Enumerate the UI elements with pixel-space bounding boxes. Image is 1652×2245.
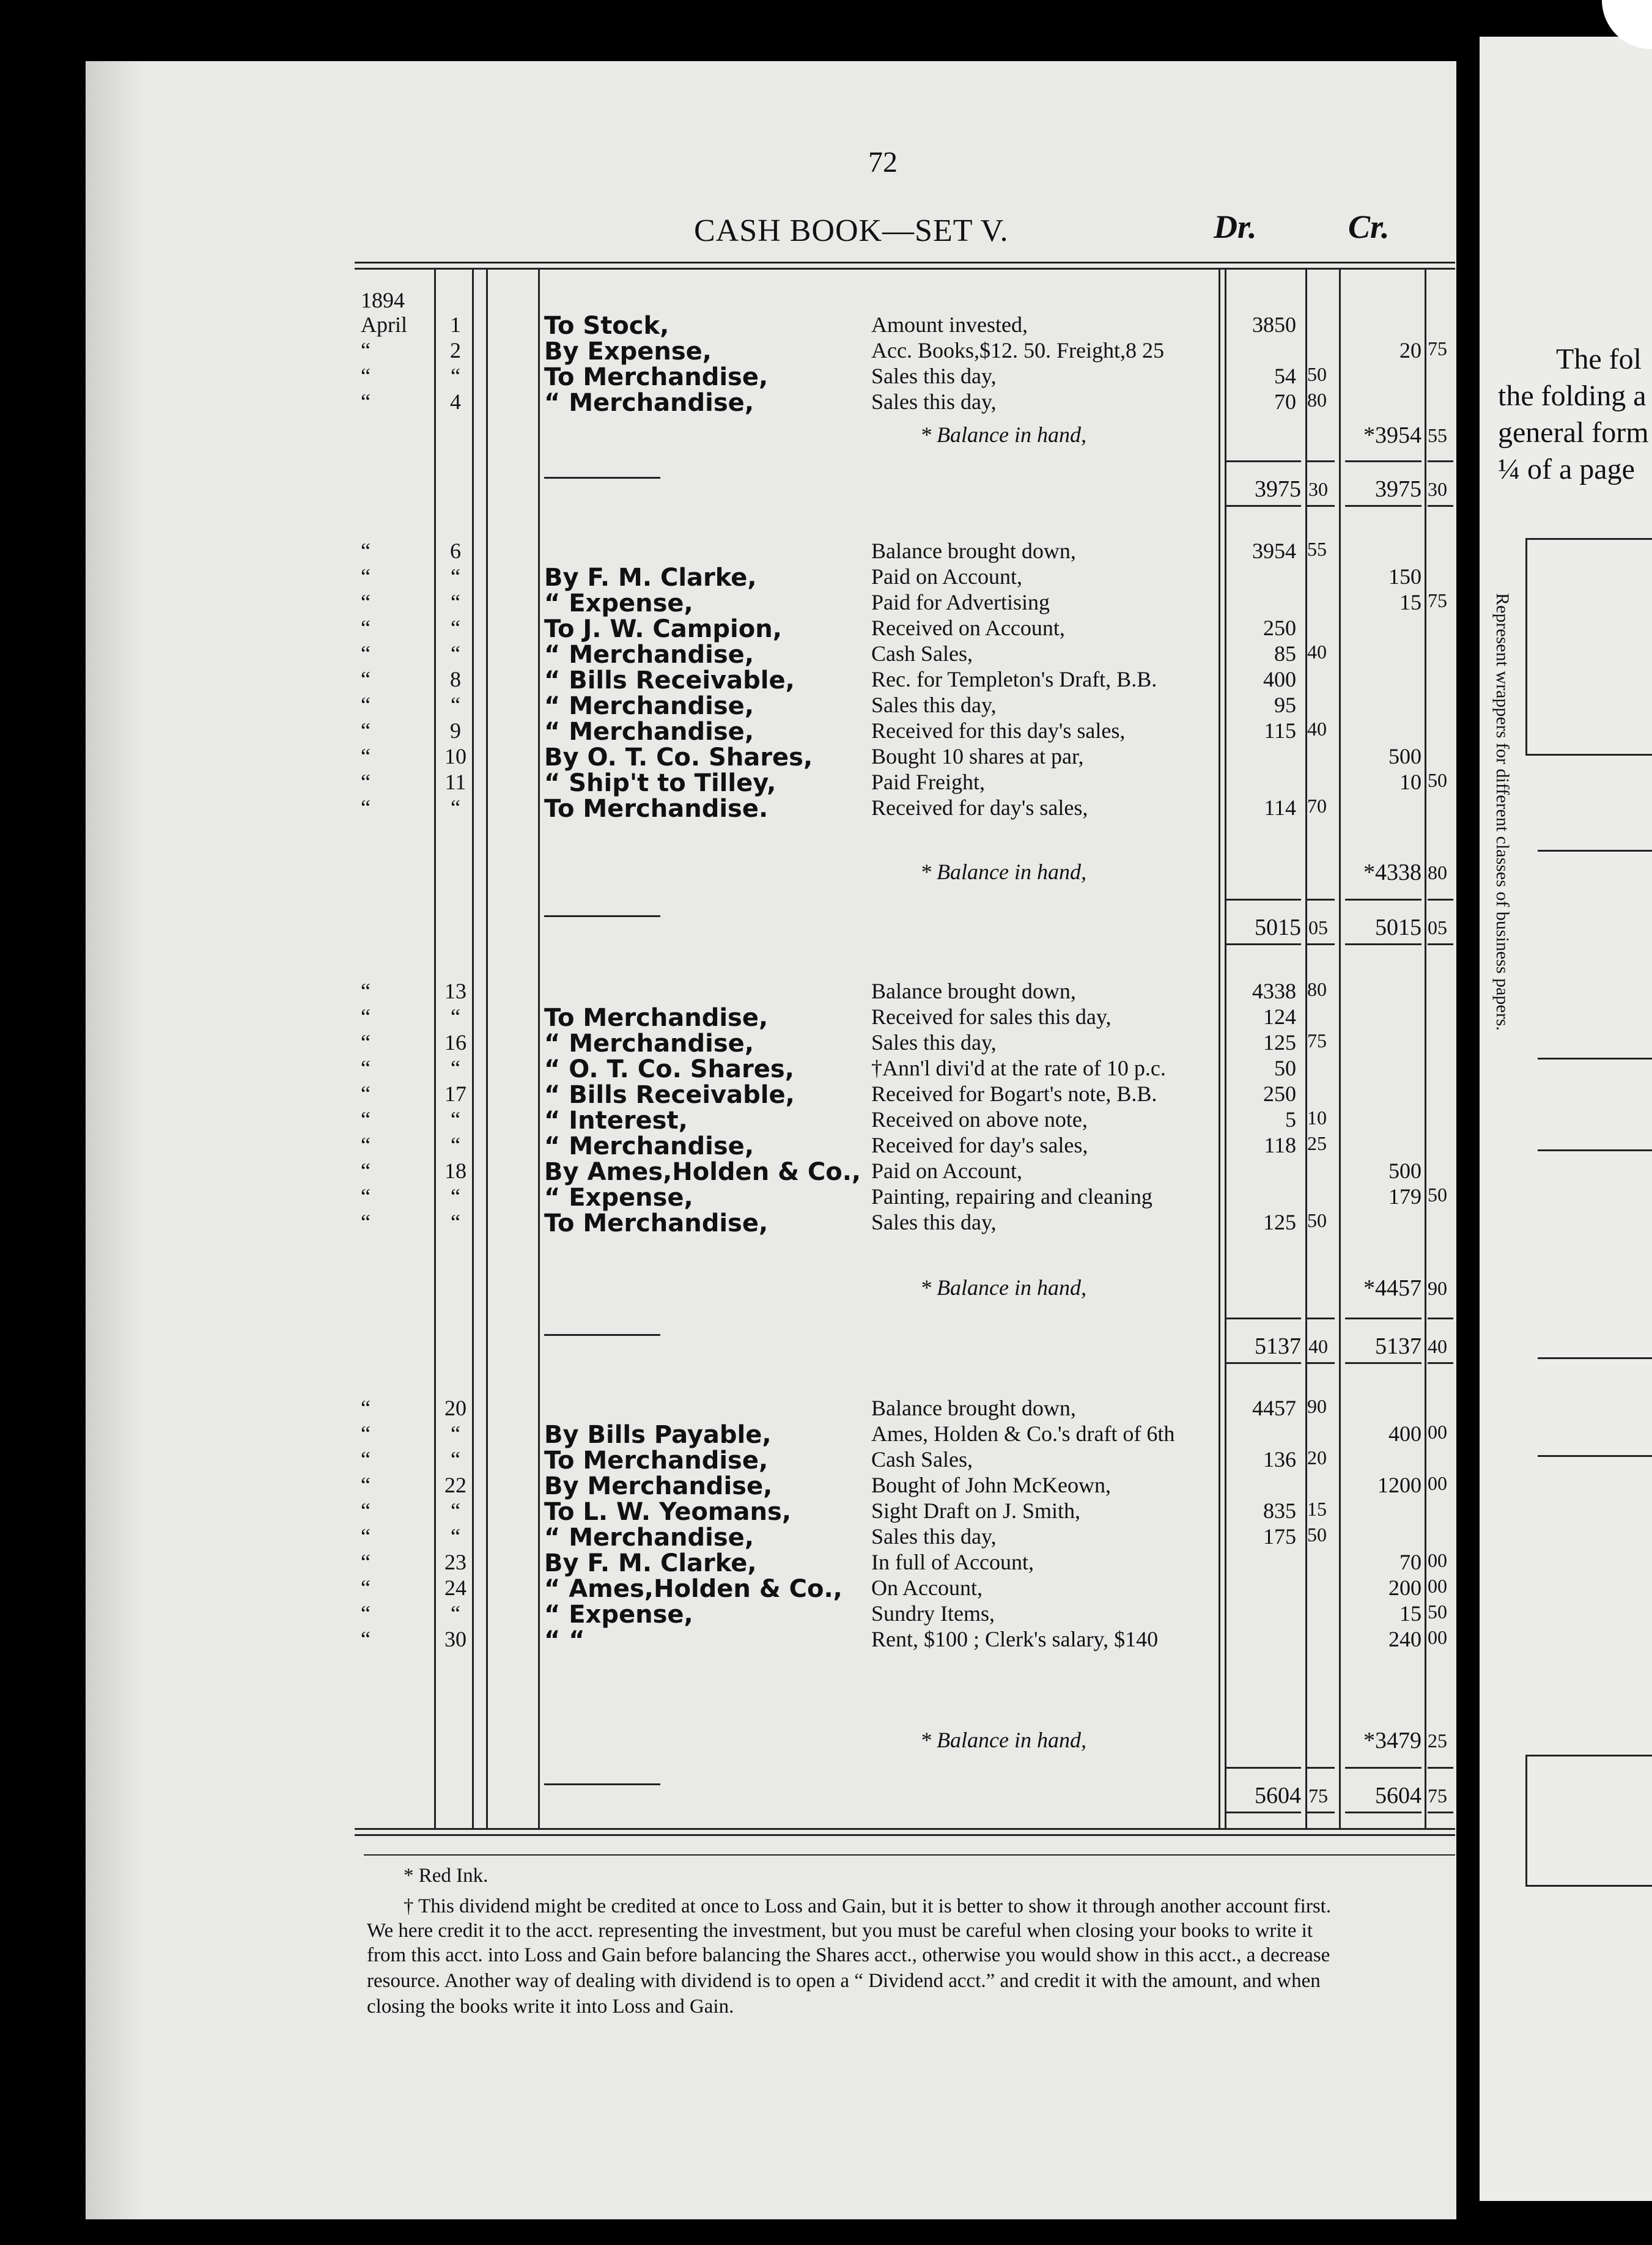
total-credit: 5015 <box>1375 915 1422 940</box>
month-cell: “ <box>361 693 371 717</box>
debit-cents: 80 <box>1307 978 1327 1000</box>
balance-label: * Balance in hand, <box>920 422 1086 447</box>
column-rule <box>486 269 488 1828</box>
sum-rule <box>1345 899 1422 901</box>
day-cell: 22 <box>444 1473 466 1497</box>
total-debit-cents: 75 <box>1308 1785 1328 1807</box>
account-cell: “ Merchandise, <box>544 389 754 417</box>
particulars-cell: Paid on Account, <box>871 1159 1022 1183</box>
book-gutter <box>1456 61 1481 2219</box>
sum-rule <box>1225 943 1301 945</box>
wrapper-line <box>1538 850 1652 852</box>
account-cell: By F. M. Clarke, <box>544 564 757 592</box>
section-separator <box>544 915 660 917</box>
particulars-cell: Paid Freight, <box>871 770 985 794</box>
month-cell: “ <box>361 1082 371 1106</box>
sum-rule <box>1428 460 1453 462</box>
section-separator <box>544 477 660 479</box>
credit-dollars: 10 <box>1399 770 1422 794</box>
total-credit-cents: 30 <box>1428 478 1447 500</box>
sum-rule <box>1345 460 1422 462</box>
particulars-cell: Sales this day, <box>871 1524 997 1549</box>
month-cell: “ <box>361 1210 371 1234</box>
day-cell: 30 <box>444 1627 466 1651</box>
debit-dollars: 5 <box>1285 1107 1296 1132</box>
column-rule <box>472 269 474 1828</box>
particulars-cell: Sales this day, <box>871 389 997 414</box>
debit-cents: 70 <box>1307 795 1327 817</box>
credit-dollars: 400 <box>1388 1421 1422 1446</box>
debit-dollars: 85 <box>1274 641 1296 666</box>
wrapper-line <box>1538 1455 1652 1457</box>
particulars-cell: Rec. for Templeton's Draft, B.B. <box>871 667 1157 691</box>
account-cell: “ Ames,Holden & Co., <box>544 1575 843 1603</box>
month-cell: “ <box>361 770 371 794</box>
credit-dollars: 20 <box>1399 338 1422 363</box>
account-cell: “ O. T. Co. Shares, <box>544 1055 794 1083</box>
month-cell: “ <box>361 1447 371 1472</box>
account-cell: “ Merchandise, <box>544 692 754 720</box>
credit-cents: 50 <box>1428 1184 1447 1206</box>
month-cell: “ <box>361 1005 371 1029</box>
month-cell: “ <box>361 1184 371 1209</box>
account-cell: To Merchandise, <box>544 363 769 391</box>
account-cell: “ Merchandise, <box>544 641 754 669</box>
credit-dollars: 70 <box>1399 1550 1422 1574</box>
footnote-line: resource. Another way of dealing with dividend is to open a “ Dividend acct.” and credit it with the amount, and when <box>367 1970 1321 1992</box>
footnote-line: We here credit it to the acct. representing the investment, but you must be careful when closing your books to write it <box>367 1920 1313 1942</box>
page-title: CASH BOOK—SET V. <box>694 213 1009 248</box>
sum-rule <box>1307 943 1335 945</box>
footnote-line: † This dividend might be credited at once to Loss and Gain, but it is better to show it through another account first. <box>404 1895 1332 1917</box>
month-cell: “ <box>361 338 371 363</box>
wrapper-line <box>1538 1357 1652 1359</box>
day-cell: “ <box>451 1056 460 1080</box>
sum-rule <box>1225 899 1301 901</box>
credit-cents: 00 <box>1428 1549 1447 1571</box>
month-cell: April <box>361 312 407 337</box>
day-cell: “ <box>451 364 460 388</box>
total-credit: 3975 <box>1375 476 1422 502</box>
column-rule <box>1425 269 1426 1828</box>
day-cell: “ <box>451 616 460 640</box>
total-debit: 5137 <box>1255 1333 1301 1359</box>
month-cell: “ <box>361 1396 371 1420</box>
footnote-line: closing the books write it into Loss and Gain. <box>367 1996 734 2018</box>
debit-cents: 25 <box>1307 1132 1327 1154</box>
particulars-cell: Paid for Advertising <box>871 590 1050 614</box>
month-cell: “ <box>361 590 371 614</box>
balance-credit: *3954 <box>1363 422 1422 448</box>
day-cell: “ <box>451 1210 460 1234</box>
total-debit-cents: 30 <box>1308 478 1328 500</box>
wrapper-line <box>1538 1149 1652 1151</box>
sum-rule <box>1307 1767 1335 1769</box>
day-cell: 20 <box>444 1396 466 1420</box>
particulars-cell: Sales this day, <box>871 693 997 717</box>
sum-rule <box>1225 1767 1301 1769</box>
credit-dollars: 500 <box>1388 744 1422 769</box>
balance-credit: *3479 <box>1363 1728 1422 1753</box>
account-cell: By Expense, <box>544 337 712 366</box>
debit-dollars: 136 <box>1263 1447 1296 1472</box>
debit-cents: 50 <box>1307 1524 1327 1546</box>
month-cell: “ <box>361 364 371 388</box>
account-cell: To Merchandise, <box>544 1004 769 1032</box>
total-credit-cents: 05 <box>1428 916 1447 938</box>
credit-dollars: 150 <box>1388 564 1422 589</box>
particulars-cell: Cash Sales, <box>871 1447 973 1472</box>
day-cell: 23 <box>444 1550 466 1574</box>
particulars-cell: Balance brought down, <box>871 979 1076 1003</box>
day-cell: “ <box>451 1184 460 1209</box>
day-cell: “ <box>451 1499 460 1523</box>
credit-cents: 00 <box>1428 1472 1447 1494</box>
credit-cents: 75 <box>1428 589 1447 611</box>
account-cell: “ Ship't to Tilley, <box>544 769 776 797</box>
account-cell: To Merchandise, <box>544 1209 769 1237</box>
particulars-cell: Sales this day, <box>871 364 997 388</box>
month-cell: “ <box>361 979 371 1003</box>
particulars-cell: Bought 10 shares at par, <box>871 744 1084 769</box>
month-cell: “ <box>361 1601 371 1626</box>
bottom-rule <box>355 1834 1455 1836</box>
day-cell: 18 <box>444 1159 466 1183</box>
debit-cents: 75 <box>1307 1030 1327 1052</box>
debit-cents: 40 <box>1307 718 1327 740</box>
day-cell: “ <box>451 1421 460 1446</box>
month-cell: “ <box>361 564 371 589</box>
month-cell: “ <box>361 667 371 691</box>
account-cell: “ “ <box>544 1626 585 1654</box>
particulars-cell: Amount invested, <box>871 312 1028 337</box>
day-cell: 4 <box>450 389 461 414</box>
sum-rule <box>1428 1362 1453 1364</box>
debit-dollars: 250 <box>1263 1082 1296 1106</box>
particulars-cell: Balance brought down, <box>871 539 1076 563</box>
sum-rule <box>1307 899 1335 901</box>
bottom-rule <box>355 1828 1455 1830</box>
page-spine <box>86 61 141 2219</box>
month-cell: “ <box>361 389 371 414</box>
particulars-cell: Ames, Holden & Co.'s draft of 6th <box>871 1421 1175 1446</box>
credit-dollars: 15 <box>1399 1601 1422 1626</box>
account-cell: “ Merchandise, <box>544 1132 754 1160</box>
balance-credit: *4457 <box>1363 1275 1422 1301</box>
month-cell: “ <box>361 1550 371 1574</box>
right-page-line: the folding a <box>1498 380 1646 412</box>
month-cell: “ <box>361 1499 371 1523</box>
account-cell: By Ames,Holden & Co., <box>544 1158 861 1186</box>
account-cell: To Merchandise. <box>544 795 769 823</box>
debit-dollars: 175 <box>1263 1524 1296 1549</box>
footnote-line: * Red Ink. <box>404 1865 489 1887</box>
particulars-cell: Sales this day, <box>871 1030 997 1055</box>
particulars-cell: On Account, <box>871 1576 983 1600</box>
account-cell: To J. W. Campion, <box>544 615 782 643</box>
sum-rule <box>1345 1767 1422 1769</box>
balance-credit-cents: 80 <box>1428 861 1447 883</box>
total-debit-cents: 05 <box>1308 916 1328 938</box>
sum-rule <box>1428 1767 1453 1769</box>
debit-dollars: 50 <box>1274 1056 1296 1080</box>
right-page-line: The fol <box>1556 343 1642 375</box>
credit-dollars: 240 <box>1388 1627 1422 1651</box>
sum-rule <box>1428 899 1453 901</box>
particulars-cell: Acc. Books,$12. 50. Freight,8 25 <box>871 338 1164 363</box>
total-credit-cents: 75 <box>1428 1785 1447 1807</box>
right-page-line: ¼ of a page <box>1498 453 1635 485</box>
debit-dollars: 115 <box>1264 718 1296 743</box>
debit-cents: 55 <box>1307 538 1327 560</box>
day-cell: 10 <box>444 744 466 769</box>
debit-dollars: 400 <box>1263 667 1296 691</box>
right-page-line: general form <box>1498 416 1649 449</box>
particulars-cell: In full of Account, <box>871 1550 1034 1574</box>
credit-cents: 00 <box>1428 1575 1447 1597</box>
credit-cents: 00 <box>1428 1421 1447 1443</box>
total-debit-cents: 40 <box>1308 1335 1328 1357</box>
day-cell: “ <box>451 1005 460 1029</box>
balance-label: * Balance in hand, <box>920 1275 1086 1300</box>
particulars-cell: †Ann'l divi'd at the rate of 10 p.c. <box>871 1056 1166 1080</box>
day-cell: 1 <box>450 312 461 337</box>
debit-label: Dr. <box>1214 208 1257 245</box>
header-rule <box>355 268 1455 270</box>
month-cell: “ <box>361 1576 371 1600</box>
month-cell: “ <box>361 795 371 820</box>
account-cell: To Stock, <box>544 312 669 340</box>
debit-dollars: 70 <box>1274 389 1296 414</box>
sum-rule <box>1225 505 1301 507</box>
wrapper-diagram <box>1525 1755 1652 1887</box>
account-cell: “ Expense, <box>544 589 693 617</box>
sum-rule <box>1307 1362 1335 1364</box>
month-cell: “ <box>361 744 371 769</box>
particulars-cell: Painting, repairing and cleaning <box>871 1184 1152 1209</box>
sum-rule <box>1345 1362 1422 1364</box>
day-cell: “ <box>451 1524 460 1549</box>
section-separator <box>544 1334 660 1336</box>
particulars-cell: Rent, $100 ; Clerk's salary, $140 <box>871 1627 1159 1651</box>
particulars-cell: Received on above note, <box>871 1107 1088 1132</box>
day-cell: 8 <box>450 667 461 691</box>
month-cell: “ <box>361 1421 371 1446</box>
particulars-cell: Cash Sales, <box>871 641 973 666</box>
column-rule <box>434 269 436 1828</box>
particulars-cell: Sundry Items, <box>871 1601 995 1626</box>
debit-cents: 10 <box>1307 1107 1327 1129</box>
balance-credit-cents: 25 <box>1428 1730 1447 1752</box>
total-credit: 5137 <box>1375 1333 1422 1359</box>
sum-rule <box>1345 1812 1422 1813</box>
right-page-vertical-text: Represent wrappers for different classes of business papers. <box>1492 593 1513 1031</box>
balance-label: * Balance in hand, <box>920 1728 1086 1752</box>
account-cell: By O. T. Co. Shares, <box>544 743 813 772</box>
account-cell: By Bills Payable, <box>544 1421 772 1449</box>
debit-dollars: 3954 <box>1252 539 1296 563</box>
footnote-line: from this acct. into Loss and Gain before balancing the Shares acct., otherwise you would show in this acct., a decrease <box>367 1944 1330 1966</box>
particulars-cell: Received for day's sales, <box>871 795 1088 820</box>
day-cell: “ <box>451 795 460 820</box>
debit-dollars: 250 <box>1263 616 1296 640</box>
debit-dollars: 3850 <box>1252 312 1296 337</box>
total-credit-cents: 40 <box>1428 1335 1447 1357</box>
debit-cents: 15 <box>1307 1498 1327 1520</box>
debit-dollars: 125 <box>1263 1030 1296 1055</box>
account-cell: By Merchandise, <box>544 1472 773 1500</box>
sum-rule <box>1428 505 1453 507</box>
sum-rule <box>1345 943 1422 945</box>
day-cell: 11 <box>444 770 466 794</box>
balance-credit-cents: 90 <box>1428 1277 1447 1299</box>
debit-cents: 40 <box>1307 641 1327 663</box>
total-debit: 5015 <box>1255 915 1301 940</box>
sum-rule <box>1225 1362 1301 1364</box>
debit-dollars: 124 <box>1263 1005 1296 1029</box>
day-cell: 9 <box>450 718 461 743</box>
day-cell: 6 <box>450 539 461 563</box>
debit-dollars: 4338 <box>1252 979 1296 1003</box>
day-cell: “ <box>451 564 460 589</box>
account-cell: “ Merchandise, <box>544 1030 754 1058</box>
credit-dollars: 15 <box>1399 590 1422 614</box>
day-cell: “ <box>451 1447 460 1472</box>
debit-cents: 50 <box>1307 1209 1327 1231</box>
year-label: 1894 <box>361 288 405 312</box>
particulars-cell: Bought of John McKeown, <box>871 1473 1111 1497</box>
month-cell: “ <box>361 1056 371 1080</box>
month-cell: “ <box>361 1133 371 1157</box>
day-cell: “ <box>451 641 460 666</box>
day-cell: “ <box>451 590 460 614</box>
sum-rule <box>1225 1318 1301 1319</box>
account-cell: To L. W. Yeomans, <box>544 1498 792 1526</box>
balance-credit-cents: 55 <box>1428 424 1447 446</box>
sum-rule <box>1345 505 1422 507</box>
month-cell: “ <box>361 1107 371 1132</box>
debit-dollars: 54 <box>1274 364 1296 388</box>
month-cell: “ <box>361 539 371 563</box>
particulars-cell: Balance brought down, <box>871 1396 1076 1420</box>
month-cell: “ <box>361 1159 371 1183</box>
credit-cents: 00 <box>1428 1626 1447 1648</box>
day-cell: “ <box>451 693 460 717</box>
particulars-cell: Sales this day, <box>871 1210 997 1234</box>
debit-dollars: 125 <box>1263 1210 1296 1234</box>
account-cell: “ Bills Receivable, <box>544 666 795 695</box>
particulars-cell: Received for Bogart's note, B.B. <box>871 1082 1157 1106</box>
day-cell: 17 <box>444 1082 466 1106</box>
account-cell: “ Merchandise, <box>544 718 754 746</box>
sum-rule <box>1307 1812 1335 1813</box>
debit-cents: 80 <box>1307 389 1327 411</box>
month-cell: “ <box>361 1473 371 1497</box>
particulars-cell: Paid on Account, <box>871 564 1022 589</box>
day-cell: “ <box>451 1601 460 1626</box>
account-cell: To Merchandise, <box>544 1447 769 1475</box>
day-cell: 2 <box>450 338 461 363</box>
sum-rule <box>1428 943 1453 945</box>
particulars-cell: Received on Account, <box>871 616 1065 640</box>
credit-cents: 50 <box>1428 1601 1447 1623</box>
sum-rule <box>1225 1812 1301 1813</box>
debit-dollars: 95 <box>1274 693 1296 717</box>
wrapper-line <box>1538 1058 1652 1060</box>
day-cell: 13 <box>444 979 466 1003</box>
sum-rule <box>1225 460 1301 462</box>
day-cell: “ <box>451 1133 460 1157</box>
balance-label: * Balance in hand, <box>920 860 1086 884</box>
debit-dollars: 118 <box>1264 1133 1296 1157</box>
footnote-rule <box>364 1854 1455 1856</box>
debit-cents: 90 <box>1307 1395 1327 1417</box>
debit-cents: 20 <box>1307 1447 1327 1469</box>
sum-rule <box>1307 460 1335 462</box>
credit-cents: 50 <box>1428 769 1447 791</box>
credit-cents: 75 <box>1428 337 1447 359</box>
particulars-cell: Received for this day's sales, <box>871 718 1126 743</box>
debit-cents: 50 <box>1307 363 1327 385</box>
particulars-cell: Received for day's sales, <box>871 1133 1088 1157</box>
debit-dollars: 835 <box>1263 1499 1296 1523</box>
account-cell: “ Expense, <box>544 1184 693 1212</box>
balance-credit: *4338 <box>1363 860 1422 885</box>
debit-dollars: 114 <box>1264 795 1296 820</box>
debit-dollars: 4457 <box>1252 1396 1296 1420</box>
month-cell: “ <box>361 1030 371 1055</box>
credit-dollars: 500 <box>1388 1159 1422 1183</box>
account-cell: “ Expense, <box>544 1601 693 1629</box>
page-number: 72 <box>868 146 898 179</box>
total-credit: 5604 <box>1375 1783 1422 1808</box>
month-cell: “ <box>361 641 371 666</box>
day-cell: 24 <box>444 1576 466 1600</box>
header-rule <box>355 262 1455 264</box>
sum-rule <box>1428 1318 1453 1319</box>
sum-rule <box>1307 1318 1335 1319</box>
sum-rule <box>1345 1318 1422 1319</box>
month-cell: “ <box>361 1524 371 1549</box>
account-cell: By F. M. Clarke, <box>544 1549 757 1577</box>
sum-rule <box>1307 505 1335 507</box>
account-cell: “ Interest, <box>544 1107 688 1135</box>
day-cell: 16 <box>444 1030 466 1055</box>
sum-rule <box>1428 1812 1453 1813</box>
column-rule <box>538 269 540 1828</box>
credit-dollars: 179 <box>1388 1184 1422 1209</box>
account-cell: “ Bills Receivable, <box>544 1081 795 1109</box>
month-cell: “ <box>361 616 371 640</box>
particulars-cell: Sight Draft on J. Smith, <box>871 1499 1081 1523</box>
total-debit: 3975 <box>1255 476 1301 502</box>
month-cell: “ <box>361 1627 371 1651</box>
wrapper-diagram <box>1525 538 1652 756</box>
column-rule <box>1339 269 1341 1828</box>
credit-label: Cr. <box>1348 208 1390 245</box>
total-debit: 5604 <box>1255 1783 1301 1808</box>
month-cell: “ <box>361 718 371 743</box>
day-cell: “ <box>451 1107 460 1132</box>
credit-dollars: 200 <box>1388 1576 1422 1600</box>
credit-dollars: 1200 <box>1377 1473 1422 1497</box>
particulars-cell: Received for sales this day, <box>871 1005 1112 1029</box>
section-separator <box>544 1783 660 1785</box>
account-cell: “ Merchandise, <box>544 1524 754 1552</box>
